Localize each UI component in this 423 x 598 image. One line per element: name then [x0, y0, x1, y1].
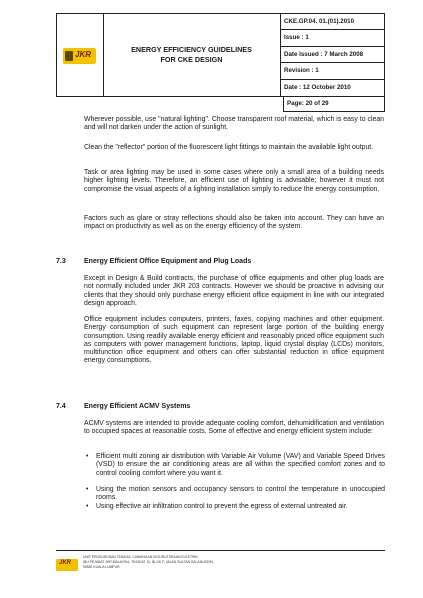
paragraph: Except in Design & Build contracts, the purchase of office equipments and other plug loads are not normally included under JKR 203 contracts. However we should be proactive in advising our clients that they should only purchase energy efficient office equipment in line with our integrated design approach.	[84, 275, 384, 307]
doc-title-line2: FOR CKE DESIGN	[160, 55, 223, 64]
paragraph: Clean the "reflector" portion of the fluorescent light fittings to maintain the available light output.	[84, 144, 374, 151]
list-item	[86, 453, 385, 478]
section-title: Energy Efficient ACMV Systems	[84, 403, 191, 410]
paragraph: ACMV systems are intended to provide adequate cooling comfort, dehumidification and ventilation to occupied spaces at reasonable costs. Some of effective and energy efficient system include:	[84, 420, 384, 436]
footer-logo	[56, 559, 78, 571]
issue: Issue : 1	[281, 30, 385, 46]
date-issued: Date Issued : 7 March 2008	[281, 47, 385, 63]
doc-code: CKE.GP.04. 01.(01).2010	[281, 14, 385, 30]
revision: Revision : 1	[281, 63, 385, 79]
bullet-icon: •	[86, 453, 89, 460]
logo-text: JKR	[75, 50, 92, 59]
revision-date: Date : 12 October 2010	[284, 83, 351, 91]
list-item	[86, 503, 385, 511]
list-item	[86, 486, 385, 503]
page-number: Page: 20 of 29	[283, 96, 385, 112]
logo-mark-icon	[65, 51, 73, 61]
list-item-text: Using the motion sensors and occupancy sensors to control the temperature in unoccupied rooms.	[96, 486, 385, 502]
title-cell	[103, 14, 281, 96]
logo-cell	[57, 14, 104, 96]
bullet-icon: •	[86, 486, 89, 493]
doc-title-line1: ENERGY EFFICIENCY GUIDELINES	[131, 45, 252, 54]
bullet-icon: •	[86, 503, 89, 510]
list-item-text: Using effective air infiltration control to prevent the egress of external untreated air.	[96, 503, 348, 510]
section-number: 7.4	[56, 403, 66, 410]
paragraph: Wherever possible, use "natural lighting". Choose transparent roof material, which is easy to clean and will not darken under the action of sunlight.	[84, 116, 384, 132]
footer-address-line: 50582 KUALA LUMPUR	[83, 565, 120, 569]
footer-address-line: UNIT PENGURUSAN TENAGA, CAWANGAN KEJURUTERAAN ELEKTRIK,	[83, 555, 199, 559]
document-header	[56, 13, 385, 97]
section-number: 7.3	[56, 258, 66, 265]
list-item-text: Efficient multi zoning air distribution with Variable Air Volume (VAV) and Variable Speed Drives (VSD) to ensure the air conditioning areas are all within the specified comfort zones and to control cooling comfort where you want it.	[96, 453, 385, 477]
document-footer	[56, 550, 385, 583]
jkr-logo	[63, 48, 96, 64]
section-title: Energy Efficient Office Equipment and Plug Loads	[84, 258, 252, 265]
paragraph: Office equipment includes computers, printers, faxes, copying machines and other equipment. Energy consumption of such equipment can represent large portion of the building energy consumption. Using readily available energy efficient and reasonably priced office equipment such as computers with power management functions, laptop, liquid crystal display (LCDs) monitors, multifunction office equipment and others can offer substantial reduction in office equipment energy consumptions.	[84, 316, 384, 365]
footer-address-line: IBU PEJABAT JKR MALAYSIA, TINGKAT 10, BLOK F, JALAN SULTAN SALAHUDDIN,	[83, 560, 214, 564]
meta-cell	[281, 14, 385, 96]
footer-logo-text: JKR	[59, 560, 72, 566]
paragraph: Task or area lighting may be used in some cases where only a small area of a building needs higher lighting levels. Therefore, an efficient use of lighting is advisable; however it must not compromise the visual aspects of a lighting installation simply to reduce the energy consumption.	[84, 169, 384, 193]
paragraph: Factors such as glare or stray reflections should also be taken into account. They can have an impact on productivity as well as on the energy efficiency of the system.	[84, 215, 384, 231]
